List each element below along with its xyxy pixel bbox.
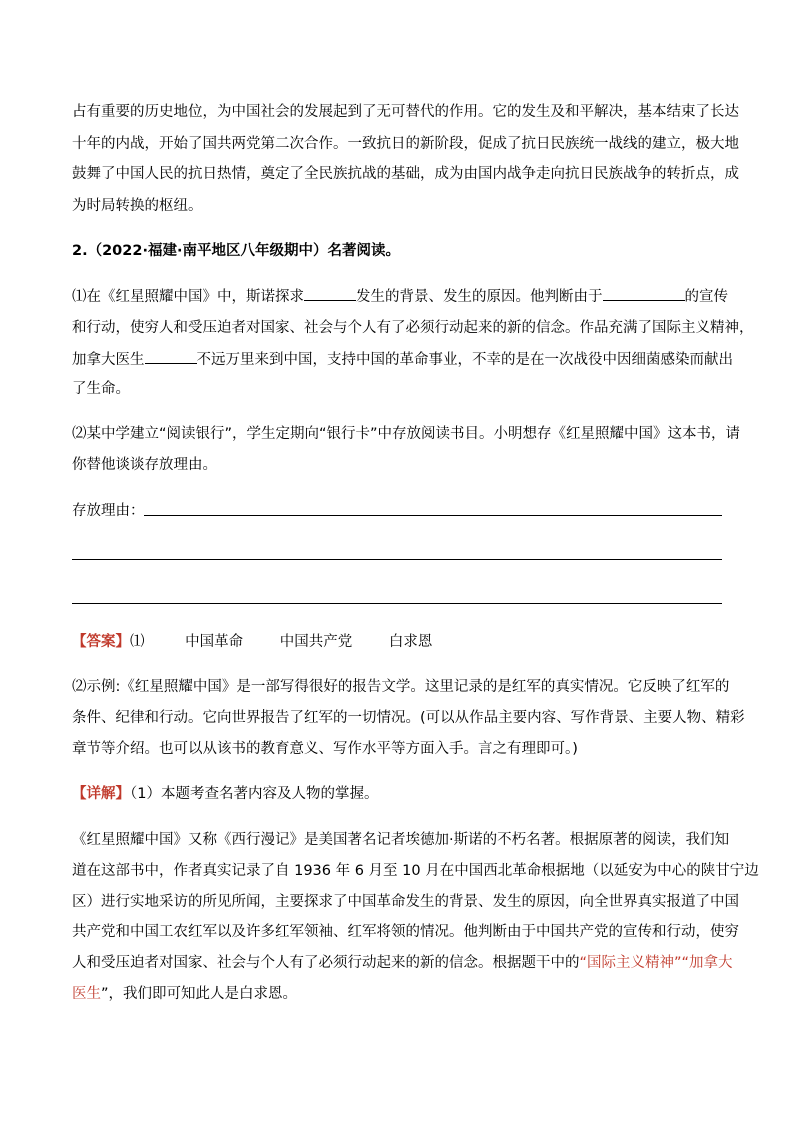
highlight-quote: “国际主义精神” <box>579 955 682 971</box>
part1-text: ⑴在《红星照耀中国》中，斯诺探求 <box>72 289 304 305</box>
reason-label: 存放理由： <box>72 503 145 519</box>
answer-item: 中国共产党 <box>279 634 353 650</box>
answer-line[interactable] <box>144 515 722 516</box>
answer-line[interactable] <box>72 603 722 604</box>
question-part1-line: 了生命。 <box>72 381 130 397</box>
answer-item: 白求恩 <box>388 634 433 650</box>
intro-line: 鼓舞了中国人民的抗日热情，奠定了全民族抗战的基础，成为由国内战争走向抗日民族战争的转折点，成 <box>72 166 739 182</box>
detail-para-line: 《红星照耀中国》又称《西行漫记》是美国著名记者埃德加·斯诺的不朽名著。根据原著的阅读，我们知 <box>72 832 730 848</box>
answer-line-text: 条件、纪律和行动。它向世界报告了红军的一切情况。(可以从作品主要内容、写作背景、主要人物、精彩 <box>72 710 745 726</box>
intro-line: 为时局转换的枢纽。 <box>72 198 203 214</box>
part1-text: 的宣传 <box>684 289 728 305</box>
answer-line-text: ⑵示例:《红星照耀中国》是一部写得很好的报告文学。这里记录的是红军的真实情况。它反映了红军的 <box>72 679 730 695</box>
detail-para-line: 区）进行实地采访的所见所闻，主要探求了中国革命发生的背景、发生的原因，向全世界真实报道了中国 <box>72 894 739 910</box>
detail-text: （1）本题考查名著内容及人物的掌握。 <box>130 786 379 802</box>
detail-text: ”，我们即可知此人是白求恩。 <box>101 986 298 1002</box>
answer-row <box>72 632 432 652</box>
detail-label: 【详解】 <box>72 786 130 802</box>
answer-label: 【答案】 <box>72 634 130 650</box>
question-heading: 2.（2022·福建·南平地区八年级期中）名著阅读。 <box>72 243 400 259</box>
question-part1-line: 和行动，使穷人和受压迫者对国家、社会与个人有了必须行动起来的新的信念。作品充满了国际主义精神， <box>72 320 754 336</box>
highlight-quote: “加拿大 <box>681 955 733 971</box>
detail-row <box>72 784 378 804</box>
question-part1-line <box>72 286 728 307</box>
answer-item: 中国革命 <box>185 634 244 650</box>
detail-para-line: 共产党和中国工农红军以及许多红军领袖、红军将领的情况。他判断由于中国共产党的宣传和行动，使穷 <box>72 924 739 940</box>
highlight-quote: 医生 <box>72 986 101 1002</box>
part1-text: 加拿大医生 <box>72 352 145 368</box>
question-part2-line: 你替他谈谈存放理由。 <box>72 457 217 473</box>
detail-text: 人和受压迫者对国家、社会与个人有了必须行动起来的新的信念。根据题干中的 <box>72 955 580 971</box>
intro-line: 占有重要的历史地位，为中国社会的发展起到了无可替代的作用。它的发生及和平解决，基本结束了长达 <box>72 104 739 120</box>
answer-line-text: 章节等介绍。也可以从该书的教育意义、写作水平等方面入手。言之有理即可。) <box>72 741 578 757</box>
part1-text: 发生的背景、发生的原因。他判断由于 <box>356 289 603 305</box>
intro-line: 十年的内战，开始了国共两党第二次合作。一致抗日的新阶段，促成了抗日民族统一战线的建立，极大地 <box>72 136 739 152</box>
blank-3[interactable] <box>145 349 197 364</box>
part1-text: 不远万里来到中国，支持中国的革命事业，不幸的是在一次战役中因细菌感染而献出 <box>196 352 733 368</box>
answer-part-number: ⑴ <box>130 634 145 650</box>
detail-para-line: 道在这部书中，作者真实记录了自 1936 年 6 月至 10 月在中国西北革命根据地（以延安为中心的陕甘宁边 <box>72 863 759 879</box>
blank-2[interactable] <box>603 286 685 301</box>
question-part1-line <box>72 349 733 370</box>
answer-line[interactable] <box>72 559 722 560</box>
blank-1[interactable] <box>304 286 356 301</box>
question-part2-line: ⑵某中学建立“阅读银行”，学生定期向“银行卡”中存放阅读书目。小明想存《红星照耀中国》这本书，请 <box>72 426 741 442</box>
detail-para-line <box>72 984 297 1004</box>
detail-para-line <box>72 953 733 973</box>
